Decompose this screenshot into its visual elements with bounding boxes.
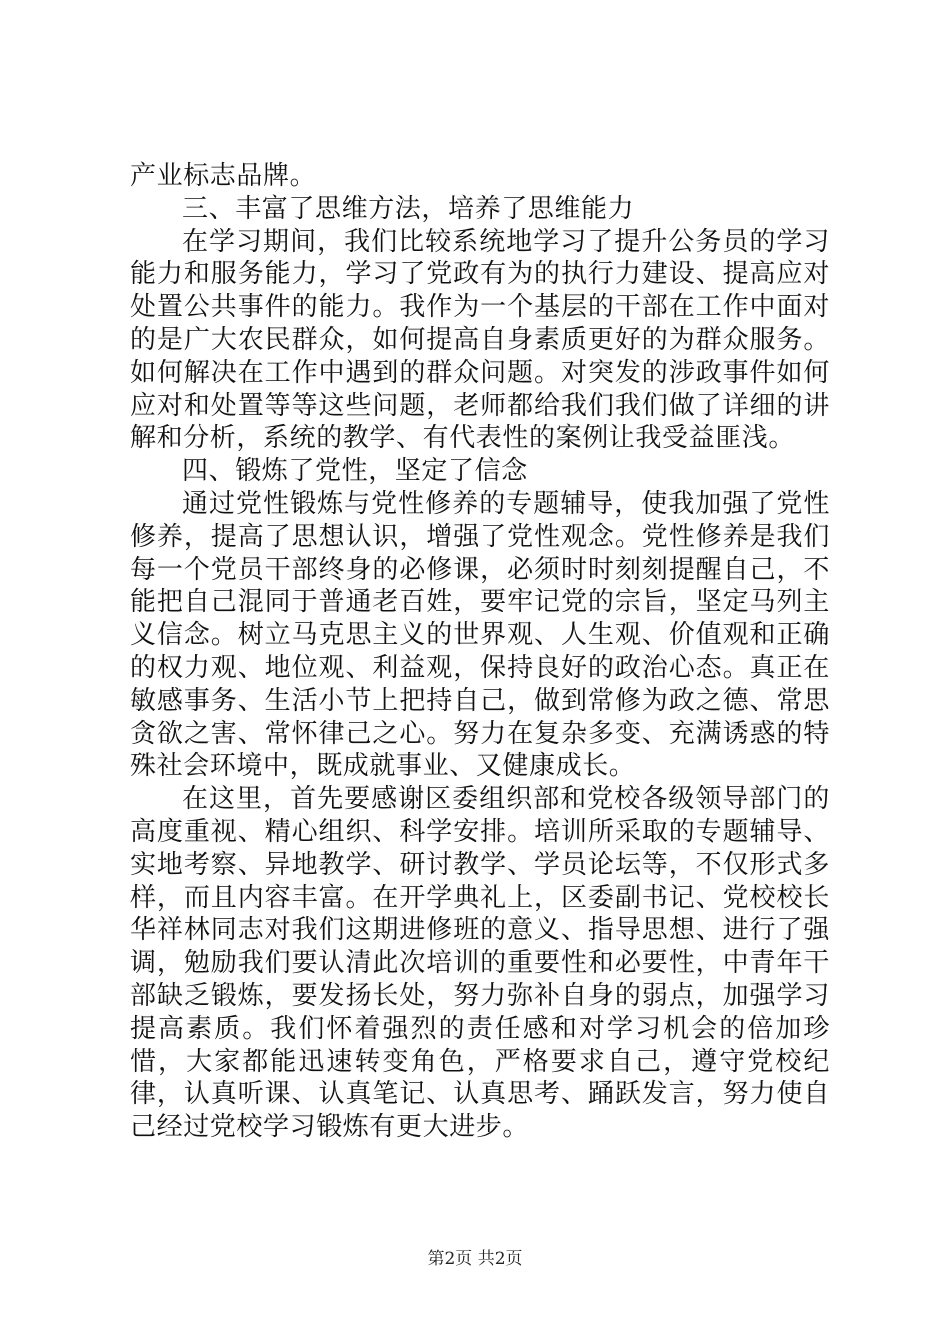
page-number-footer: 第2页 共2页 xyxy=(427,1249,523,1269)
paragraph-acknowledgement: 在这里，首先要感谢区委组织部和党校各级领导部门的高度重视、精心组织、科学安排。培训所采取的专题辅导、实地考察、异地教学、研讨教学、学员论坛等，不仅形式多样，而且内容丰富。在开学典礼上，区委副书记、党校校长华祥林同志对我们这期进修班的意义、指导思想、进行了强调，勉励我们要认清此次培训的重要性和必要性，中青年干部缺乏锻炼，要发扬长处，努力弥补自身的弱点，加强学习提高素质。我们怀着强烈的责任感和对学习机会的倍加珍惜，大家都能迅速转变角色，严格要求自己，遵守党校纪律，认真听课、认真笔记、认真思考、踊跃发言，努力使自己经过党校学习锻炼有更大进步。 xyxy=(130,784,830,1143)
section-heading-4: 四、锻炼了党性，坚定了信念 xyxy=(182,456,528,487)
document-body xyxy=(130,160,830,1144)
paragraph-continuation: 产业标志品牌。 xyxy=(130,161,317,191)
paragraph-party-spirit: 通过党性锻炼与党性修养的专题辅导，使我加强了党性修养，提高了思想认识，增强了党性观念。党性修养是我们每一个党员干部终身的必修课，必须时时刻刻提醒自己，不能把自己混同于普通老百姓，要牢记党的宗旨，坚定马列主义信念。树立马克思主义的世界观、人生观、价值观和正确的权力观、地位观、利益观，保持良好的政治心态。真正在敏感事务、生活小节上把持自己，做到常修为政之德、常思贪欲之害、常怀律己之心。努力在复杂多变、充满诱惑的特殊社会环境中，既成就事业、又健康成长。 xyxy=(130,488,830,782)
paragraph-thinking-methods: 在学习期间，我们比较系统地学习了提升公务员的学习能力和服务能力，学习了党政有为的执行力建设、提高应对处置公共事件的能力。我作为一个基层的干部在工作中面对的是广大农民群众，如何提高自身素质更好的为群众服务。如何解决在工作中遇到的群众问题。对突发的涉政事件如何应对和处置等等这些问题，老师都给我们我们做了详细的讲解和分析，系统的教学、有代表性的案例让我受益匪浅。 xyxy=(130,226,830,454)
section-heading-3: 三、丰富了思维方法，培养了思维能力 xyxy=(182,193,635,224)
